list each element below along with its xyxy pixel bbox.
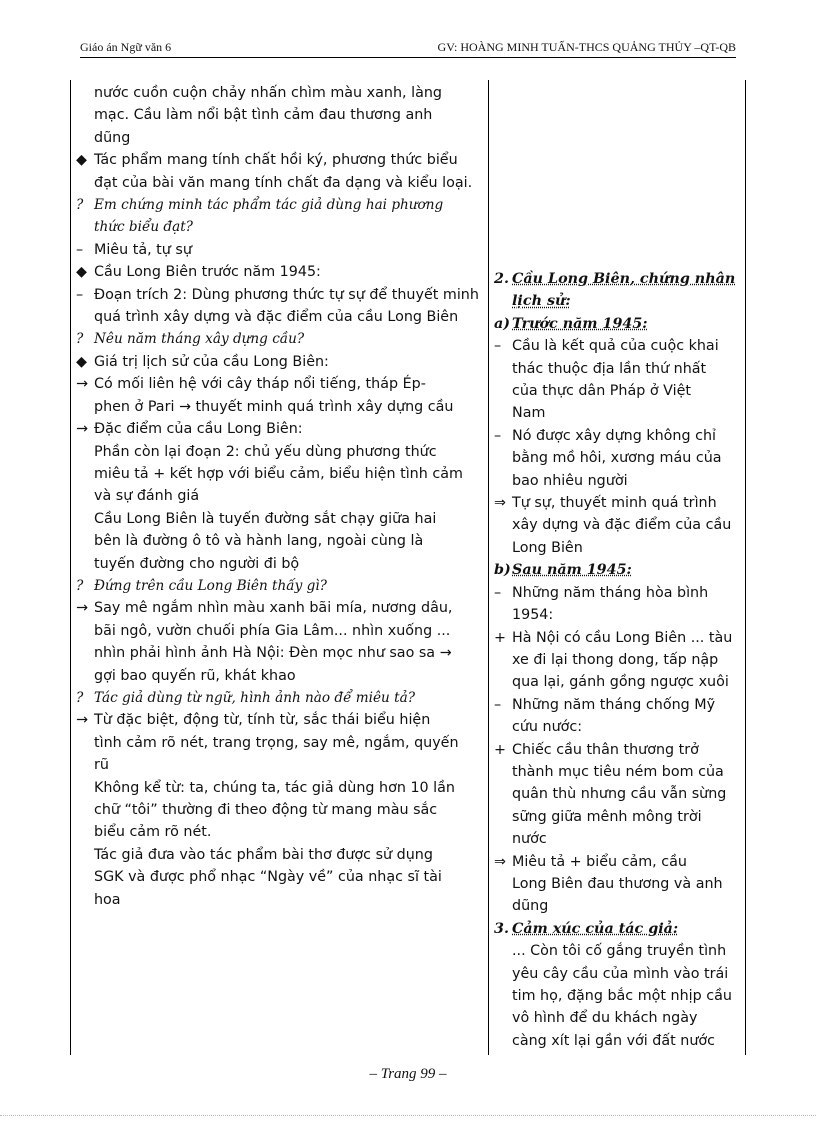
left-line <box>76 530 486 552</box>
right-line <box>494 514 740 536</box>
right-line <box>494 985 740 1007</box>
line-text: đạt của bài văn mang tính chất đa dạng và kiểu loại. <box>94 174 473 191</box>
line-text: bằng mồ hôi, xương máu của <box>512 450 722 467</box>
line-text: Giá trị lịch sử của cầu Long Biên: <box>94 353 329 370</box>
left-line <box>76 104 486 126</box>
line-text: Đoạn trích 2: Dùng phương thức tự sự để thuyết minh <box>94 286 479 303</box>
left-line <box>76 821 486 843</box>
header-teacher: GV: HOÀNG MINH TUẤN-THCS QUẢNG THỦY –QT-QB <box>437 40 736 54</box>
line-marker: – <box>494 696 502 713</box>
line-text: Cầu Long Biên trước năm 1945: <box>94 264 321 281</box>
right-line <box>494 873 740 895</box>
lesson-content-column <box>494 268 740 1052</box>
line-marker: → <box>76 600 88 617</box>
right-line <box>494 918 740 940</box>
left-line <box>76 396 486 418</box>
line-text: Đặc điểm của cầu Long Biên: <box>94 421 303 438</box>
left-line <box>76 284 486 306</box>
line-text: gợi bao quyến rũ, khát khao <box>94 667 296 684</box>
line-text: Long Biên đau thương và anh <box>512 875 723 892</box>
line-marker: ? <box>76 197 84 214</box>
line-text: ... Còn tôi cố gắng truyền tình <box>512 943 727 960</box>
left-line <box>76 172 486 194</box>
left-line <box>76 844 486 866</box>
line-marker: – <box>494 427 502 444</box>
line-text: thức biểu đạt? <box>94 219 193 236</box>
right-line <box>494 761 740 783</box>
line-text: Những năm tháng hòa bình <box>512 584 709 601</box>
line-text: Say mê ngắm nhìn màu xanh bãi mía, nương dâu, <box>94 600 453 617</box>
line-text: quân thù nhưng cầu vẫn sừng <box>512 786 727 803</box>
line-text: Tác giả đưa vào tác phẩm bài thơ được sử dụng <box>94 846 433 863</box>
line-text: dũng <box>94 129 131 146</box>
right-line <box>494 694 740 716</box>
left-line <box>76 575 486 597</box>
line-text: quá trình xây dựng và đặc điểm của cầu Long Biên <box>94 309 459 326</box>
right-line <box>494 783 740 805</box>
left-line <box>76 306 486 328</box>
page-header <box>80 40 736 58</box>
teacher-student-activities-column <box>76 82 486 911</box>
line-text: Những năm tháng chống Mỹ <box>512 696 716 713</box>
line-text: Chiếc cầu thân thương trở <box>512 741 699 758</box>
right-line <box>494 604 740 626</box>
line-text: Sau năm 1945: <box>512 562 632 579</box>
right-line <box>494 447 740 469</box>
line-text: Không kể từ: ta, chúng ta, tác giả dùng hơn 10 lần <box>94 779 455 796</box>
left-line <box>76 687 486 709</box>
right-line <box>494 492 740 514</box>
left-line <box>76 194 486 216</box>
line-text: tuyến đường cho người đi bộ <box>94 555 300 572</box>
right-line <box>494 470 740 492</box>
line-text: mạc. Cầu làm nổi bật tình cảm đau thương anh <box>94 107 433 124</box>
line-text: Đứng trên cầu Long Biên thấy gì? <box>94 577 327 594</box>
table-border-right <box>745 80 746 1055</box>
line-text: Nó được xây dựng không chỉ <box>512 427 716 444</box>
right-line <box>494 671 740 693</box>
right-line <box>494 313 740 335</box>
left-line <box>76 508 486 530</box>
line-text: Miêu tả, tự sự <box>94 241 192 258</box>
line-text: nước cuồn cuộn chảy nhấn chìm màu xanh, làng <box>94 85 442 101</box>
lesson-table <box>70 80 746 1055</box>
line-marker: ◆ <box>76 152 87 169</box>
line-text: Cầu Long Biên, chứng nhân <box>512 271 736 287</box>
line-text: Tác phẩm mang tính chất hồi ký, phương thức biểu <box>94 152 458 169</box>
line-text: rũ <box>94 757 109 774</box>
table-border-left <box>70 80 71 1055</box>
left-line <box>76 642 486 664</box>
line-marker: – <box>494 584 502 601</box>
line-text: Tự sự, thuyết minh quá trình <box>512 495 717 512</box>
right-line <box>494 851 740 873</box>
page-number: – Trang 99 – <box>369 1066 447 1082</box>
line-text: hoa <box>94 891 121 908</box>
line-text: thành mục tiêu ném bom của <box>512 763 724 780</box>
left-line <box>76 149 486 171</box>
line-text: Từ đặc biệt, động từ, tính từ, sắc thái biểu hiện <box>94 712 431 729</box>
left-line <box>76 239 486 261</box>
line-marker: 2. <box>494 271 509 287</box>
line-marker: – <box>494 338 502 355</box>
line-text: biểu cảm rõ nét. <box>94 824 212 841</box>
left-line <box>76 620 486 642</box>
line-marker: ? <box>76 577 84 594</box>
right-line <box>494 268 740 290</box>
right-line <box>494 358 740 380</box>
right-line <box>494 806 740 828</box>
right-line <box>494 716 740 738</box>
line-marker: → <box>76 421 88 438</box>
line-text: tim họ, đặng bắc một nhịp cầu <box>512 988 732 1004</box>
line-text: Miêu tả + biểu cảm, cầu <box>512 853 687 870</box>
line-text: và sự đánh giá <box>94 488 200 505</box>
line-text: Trước năm 1945: <box>512 315 648 332</box>
left-line <box>76 597 486 619</box>
left-line <box>76 732 486 754</box>
right-line <box>494 739 740 761</box>
line-text: của thực dân Pháp ở Việt <box>512 383 691 400</box>
left-line <box>76 754 486 776</box>
line-marker: ? <box>76 331 84 348</box>
line-marker: + <box>494 629 506 646</box>
line-text: Long Biên <box>512 539 583 556</box>
right-line <box>494 1030 740 1052</box>
left-line <box>76 463 486 485</box>
line-text: bãi ngô, vườn chuối phía Gia Lâm... nhìn xuống ... <box>94 622 451 639</box>
right-line <box>494 828 740 850</box>
line-marker: – <box>76 286 84 303</box>
line-text: chữ “tôi” thường đi theo động từ mang màu sắc <box>94 802 438 818</box>
line-text: Phần còn lại đoạn 2: chủ yếu dùng phương thức <box>94 443 437 460</box>
line-text: xe đi lại thong dong, tấp nập <box>512 651 719 668</box>
line-marker: – <box>76 241 84 258</box>
left-line <box>76 485 486 507</box>
line-text: Hà Nội có cầu Long Biên ... tàu <box>512 629 733 646</box>
line-marker: ◆ <box>76 353 87 370</box>
line-marker: + <box>494 741 506 758</box>
line-text: Cảm xúc của tác giả: <box>512 920 679 937</box>
right-line <box>494 380 740 402</box>
right-line <box>494 425 740 447</box>
line-marker: ◆ <box>76 264 87 281</box>
line-text: bao nhiêu người <box>512 472 628 489</box>
left-line <box>76 261 486 283</box>
line-text: thác thuộc địa lần thứ nhất <box>512 360 707 377</box>
line-text: Nam <box>512 405 546 422</box>
right-line <box>494 1007 740 1029</box>
line-text: nước <box>512 831 547 848</box>
line-text: Tác giả dùng từ ngữ, hình ảnh nào để miêu tả? <box>94 689 415 706</box>
left-line <box>76 127 486 149</box>
line-text: Em chứng minh tác phẩm tác giả dùng hai phương <box>94 197 444 214</box>
line-text: nhìn phải hình ảnh Hà Nội: Đèn mọc như sao sa → <box>94 645 452 662</box>
line-text: xây dựng và đặc điểm của cầu <box>512 517 732 534</box>
right-line <box>494 290 740 312</box>
line-text: càng xít lại gần với đất nước <box>512 1032 716 1049</box>
line-marker: a) <box>494 315 511 332</box>
right-line <box>494 940 740 962</box>
left-line <box>76 866 486 888</box>
left-line <box>76 889 486 911</box>
left-line <box>76 777 486 799</box>
left-line <box>76 665 486 687</box>
right-line <box>494 537 740 559</box>
line-text: Cầu Long Biên là tuyến đường sắt chạy giữa hai <box>94 510 437 527</box>
table-column-divider <box>488 80 489 1055</box>
line-text: bên là đường ô tô và hành lang, ngoài cùng là <box>94 533 424 550</box>
right-line <box>494 649 740 671</box>
line-marker: ⇒ <box>494 853 506 870</box>
line-marker: 3. <box>494 920 509 937</box>
left-line <box>76 441 486 463</box>
left-line <box>76 82 486 104</box>
line-text: Có mối liên hệ với cây tháp nổi tiếng, tháp Ép- <box>94 376 426 393</box>
line-marker: → <box>76 376 88 393</box>
left-line <box>76 373 486 395</box>
left-line <box>76 553 486 575</box>
left-line <box>76 709 486 731</box>
line-text: cứu nước: <box>512 719 583 736</box>
left-line <box>76 328 486 350</box>
line-text: tình cảm rõ nét, trang trọng, say mê, ngắm, quyến <box>94 734 459 751</box>
line-marker: ⇒ <box>494 495 506 512</box>
line-text: Nêu năm tháng xây dựng cầu? <box>94 331 305 348</box>
right-line <box>494 963 740 985</box>
line-text: sững giữa mênh mông trời <box>512 808 702 825</box>
left-line <box>76 216 486 238</box>
line-text: vô hình để du khách ngày <box>512 1010 698 1027</box>
header-course: Giáo án Ngữ văn 6 <box>80 40 172 54</box>
line-text: SGK và được phổ nhạc “Ngày về” của nhạc sĩ tài <box>94 869 442 886</box>
line-text: yêu cây cầu của mình vào trái <box>512 965 729 982</box>
left-line <box>76 351 486 373</box>
left-line <box>76 799 486 821</box>
right-line <box>494 582 740 604</box>
line-marker: → <box>76 712 88 729</box>
line-text: dũng <box>512 898 549 915</box>
bottom-rule <box>0 1115 816 1116</box>
line-text: Cầu là kết quả của cuộc khai <box>512 338 719 355</box>
left-line <box>76 418 486 440</box>
line-text: 1954: <box>512 607 554 624</box>
right-line <box>494 335 740 357</box>
right-line <box>494 402 740 424</box>
line-text: qua lại, gánh gồng ngược xuôi <box>512 674 729 691</box>
line-text: phen ở Pari → thuyết minh quá trình xây dựng cầu <box>94 398 454 415</box>
line-text: miêu tả + kết hợp với biểu cảm, biểu hiện tình cảm <box>94 465 463 482</box>
line-marker: b) <box>494 562 511 579</box>
line-marker: ? <box>76 689 84 706</box>
right-line <box>494 627 740 649</box>
right-line <box>494 895 740 917</box>
line-text: lịch sử: <box>512 293 571 310</box>
right-line <box>494 559 740 581</box>
